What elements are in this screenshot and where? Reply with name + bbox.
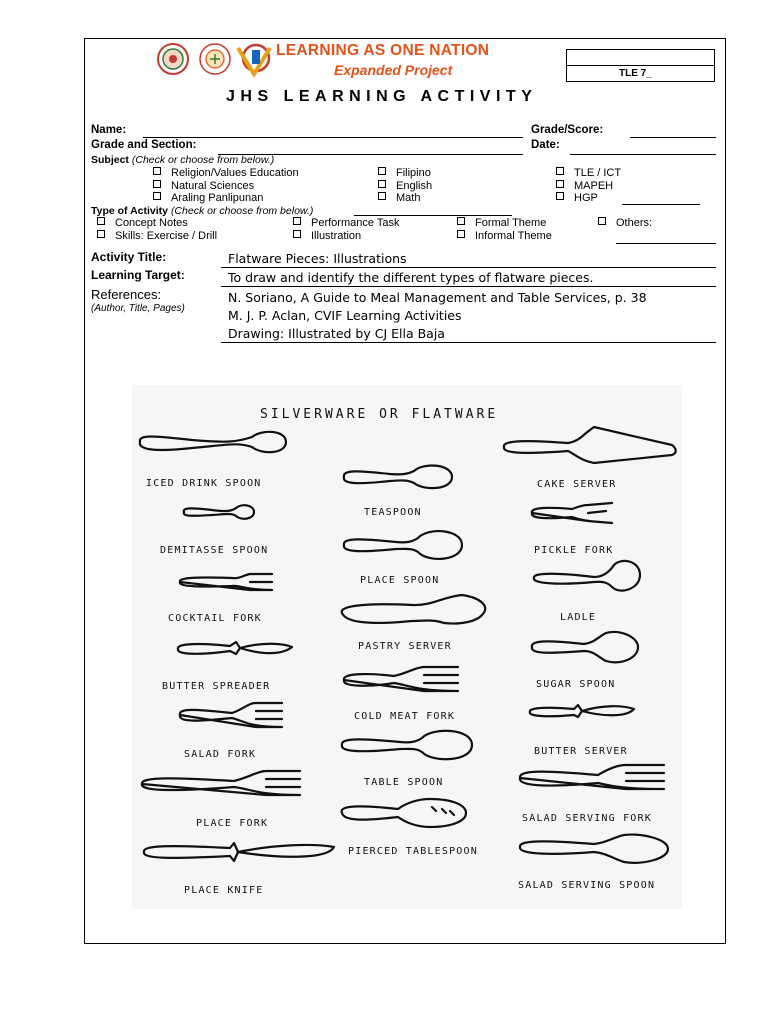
activity-title-value: Flatware Pieces: Illustrations (228, 251, 407, 266)
references-line (221, 342, 716, 343)
checkbox[interactable] (457, 230, 465, 238)
subject-option[interactable]: Natural Sciences (153, 180, 254, 192)
label-cocktail-fork: COCKTAIL FORK (168, 613, 262, 624)
label-table-spoon: TABLE SPOON (364, 777, 444, 788)
checkbox[interactable] (153, 167, 161, 175)
pierced-tablespoon-icon (342, 799, 466, 827)
label-cold-meat-fork: COLD MEAT FORK (354, 711, 456, 722)
grade-score-label: Grade/Score: (531, 124, 604, 136)
checkbox[interactable] (378, 180, 386, 188)
page-title: JHS LEARNING ACTIVITY (226, 88, 538, 105)
others-blank-line[interactable] (616, 243, 716, 244)
place-knife-icon (144, 843, 334, 861)
date-field[interactable] (570, 154, 716, 155)
checkbox[interactable] (378, 167, 386, 175)
label-cake-server: CAKE SERVER (537, 479, 617, 490)
label-ladle: LADLE (560, 612, 597, 623)
drawing-title: SILVERWARE OR FLATWARE (260, 407, 499, 422)
label-sugar-spoon: SUGAR SPOON (536, 679, 616, 690)
place-fork-icon (142, 771, 300, 795)
label-demitasse-spoon: DEMITASSE SPOON (160, 545, 269, 556)
activity-type-heading (91, 205, 313, 217)
place-spoon-icon (344, 531, 462, 559)
checkbox[interactable] (556, 167, 564, 175)
checkbox[interactable] (293, 217, 301, 225)
activity-type-underline (354, 215, 512, 216)
label-pierced-tablespoon: PIERCED TABLESPOON (348, 846, 478, 857)
reference-item: M. J. P. Aclan, CVIF Learning Activities (228, 308, 462, 323)
activity-option[interactable]: Others: (598, 217, 652, 229)
deped-seal-logo (198, 42, 234, 76)
subject-option[interactable]: Math (378, 192, 420, 204)
activity-title-line (221, 267, 716, 268)
salad-fork-icon (180, 703, 282, 727)
teaspoon-icon (344, 465, 452, 488)
name-label: Name: (91, 124, 127, 136)
checkbox[interactable] (556, 192, 564, 200)
demitasse-spoon-icon (184, 505, 254, 519)
label-salad-fork: SALAD FORK (184, 749, 257, 760)
subject-hint: (Check or choose from below.) (131, 154, 275, 166)
references-hint: (Author, Title, Pages) (91, 303, 185, 314)
label-butter-spreader: BUTTER SPREADER (162, 681, 271, 692)
iced-drink-spoon-icon (140, 432, 286, 452)
checkbox[interactable] (293, 230, 301, 238)
label-place-knife: PLACE KNIFE (184, 885, 264, 896)
brand-subtitle: Expanded Project (334, 62, 453, 78)
school-seal-logo (156, 42, 202, 76)
checkbox[interactable] (598, 217, 606, 225)
activity-option[interactable]: Formal Theme (457, 217, 546, 229)
project-logo (234, 40, 274, 80)
pickle-fork-icon (532, 503, 612, 523)
salad-serving-spoon-icon (520, 835, 668, 863)
grade-score-field[interactable] (630, 137, 716, 138)
activity-option[interactable]: Informal Theme (457, 230, 552, 242)
name-field[interactable] (143, 137, 523, 138)
brand-title: LEARNING AS ONE NATION (276, 42, 490, 59)
subject-option[interactable]: HGP (556, 192, 598, 204)
subject-option[interactable]: Religion/Values Education (153, 167, 299, 179)
butter-server-icon (530, 705, 634, 717)
checkbox[interactable] (153, 180, 161, 188)
flatware-illustration (132, 385, 682, 909)
checkbox[interactable] (457, 217, 465, 225)
label-salad-serving-spoon: SALAD SERVING SPOON (518, 880, 656, 891)
flatware-drawing (132, 385, 682, 909)
cocktail-fork-icon (180, 574, 272, 590)
label-salad-serving-fork: SALAD SERVING FORK (522, 813, 652, 824)
checkbox[interactable] (153, 192, 161, 200)
subject-heading (91, 154, 274, 166)
activity-option[interactable]: Performance Task (293, 217, 399, 229)
learning-target-value: To draw and identify the different types of flatware pieces. (228, 270, 594, 285)
label-pickle-fork: PICKLE FORK (534, 545, 614, 556)
reference-item: N. Soriano, A Guide to Meal Management and Table Services, p. 38 (228, 290, 647, 305)
grade-section-label: Grade and Section: (91, 139, 197, 151)
subject-option[interactable]: TLE / ICT (556, 167, 621, 179)
activity-option[interactable]: Concept Notes (97, 217, 188, 229)
butter-spreader-icon (178, 642, 292, 654)
activity-type-hint: (Check or choose from below.) (170, 205, 314, 217)
cake-server-icon (504, 427, 676, 463)
checkbox[interactable] (97, 217, 105, 225)
label-place-spoon: PLACE SPOON (360, 575, 440, 586)
ladle-icon (534, 561, 640, 591)
activity-option[interactable]: Skills: Exercise / Drill (97, 230, 217, 242)
grade-code-box[interactable] (566, 49, 715, 82)
hgp-blank-line[interactable] (622, 204, 700, 205)
subject-option[interactable]: MAPEH (556, 180, 613, 192)
label-place-fork: PLACE FORK (196, 818, 269, 829)
checkbox[interactable] (378, 192, 386, 200)
sugar-spoon-icon (532, 632, 638, 662)
checkbox[interactable] (556, 180, 564, 188)
learning-target-line (221, 286, 716, 287)
activity-option[interactable]: Illustration (293, 230, 361, 242)
label-pastry-server: PASTRY SERVER (358, 641, 452, 652)
references-label: References: (91, 287, 162, 302)
pastry-server-icon (342, 595, 486, 624)
subject-label: Subject (91, 154, 129, 166)
cold-meat-fork-icon (344, 667, 458, 691)
activity-title-label: Activity Title: (91, 250, 167, 264)
subject-option[interactable]: English (378, 180, 432, 192)
label-butter-server: BUTTER SERVER (534, 746, 628, 757)
subject-option[interactable]: Araling Panlipunan (153, 192, 263, 204)
grade-code: TLE 7_ (619, 68, 652, 79)
reference-item: Drawing: Illustrated by CJ Ella Baja (228, 326, 445, 341)
learning-target-label: Learning Target: (91, 268, 185, 282)
label-teaspoon: TEASPOON (364, 507, 422, 518)
table-spoon-icon (342, 731, 472, 759)
activity-type-label: Type of Activity (91, 205, 169, 217)
subject-option[interactable]: Filipino (378, 167, 431, 179)
salad-serving-fork-icon (520, 765, 664, 789)
date-label: Date: (531, 139, 560, 151)
label-iced-drink-spoon: ICED DRINK SPOON (146, 478, 262, 489)
checkbox[interactable] (97, 230, 105, 238)
